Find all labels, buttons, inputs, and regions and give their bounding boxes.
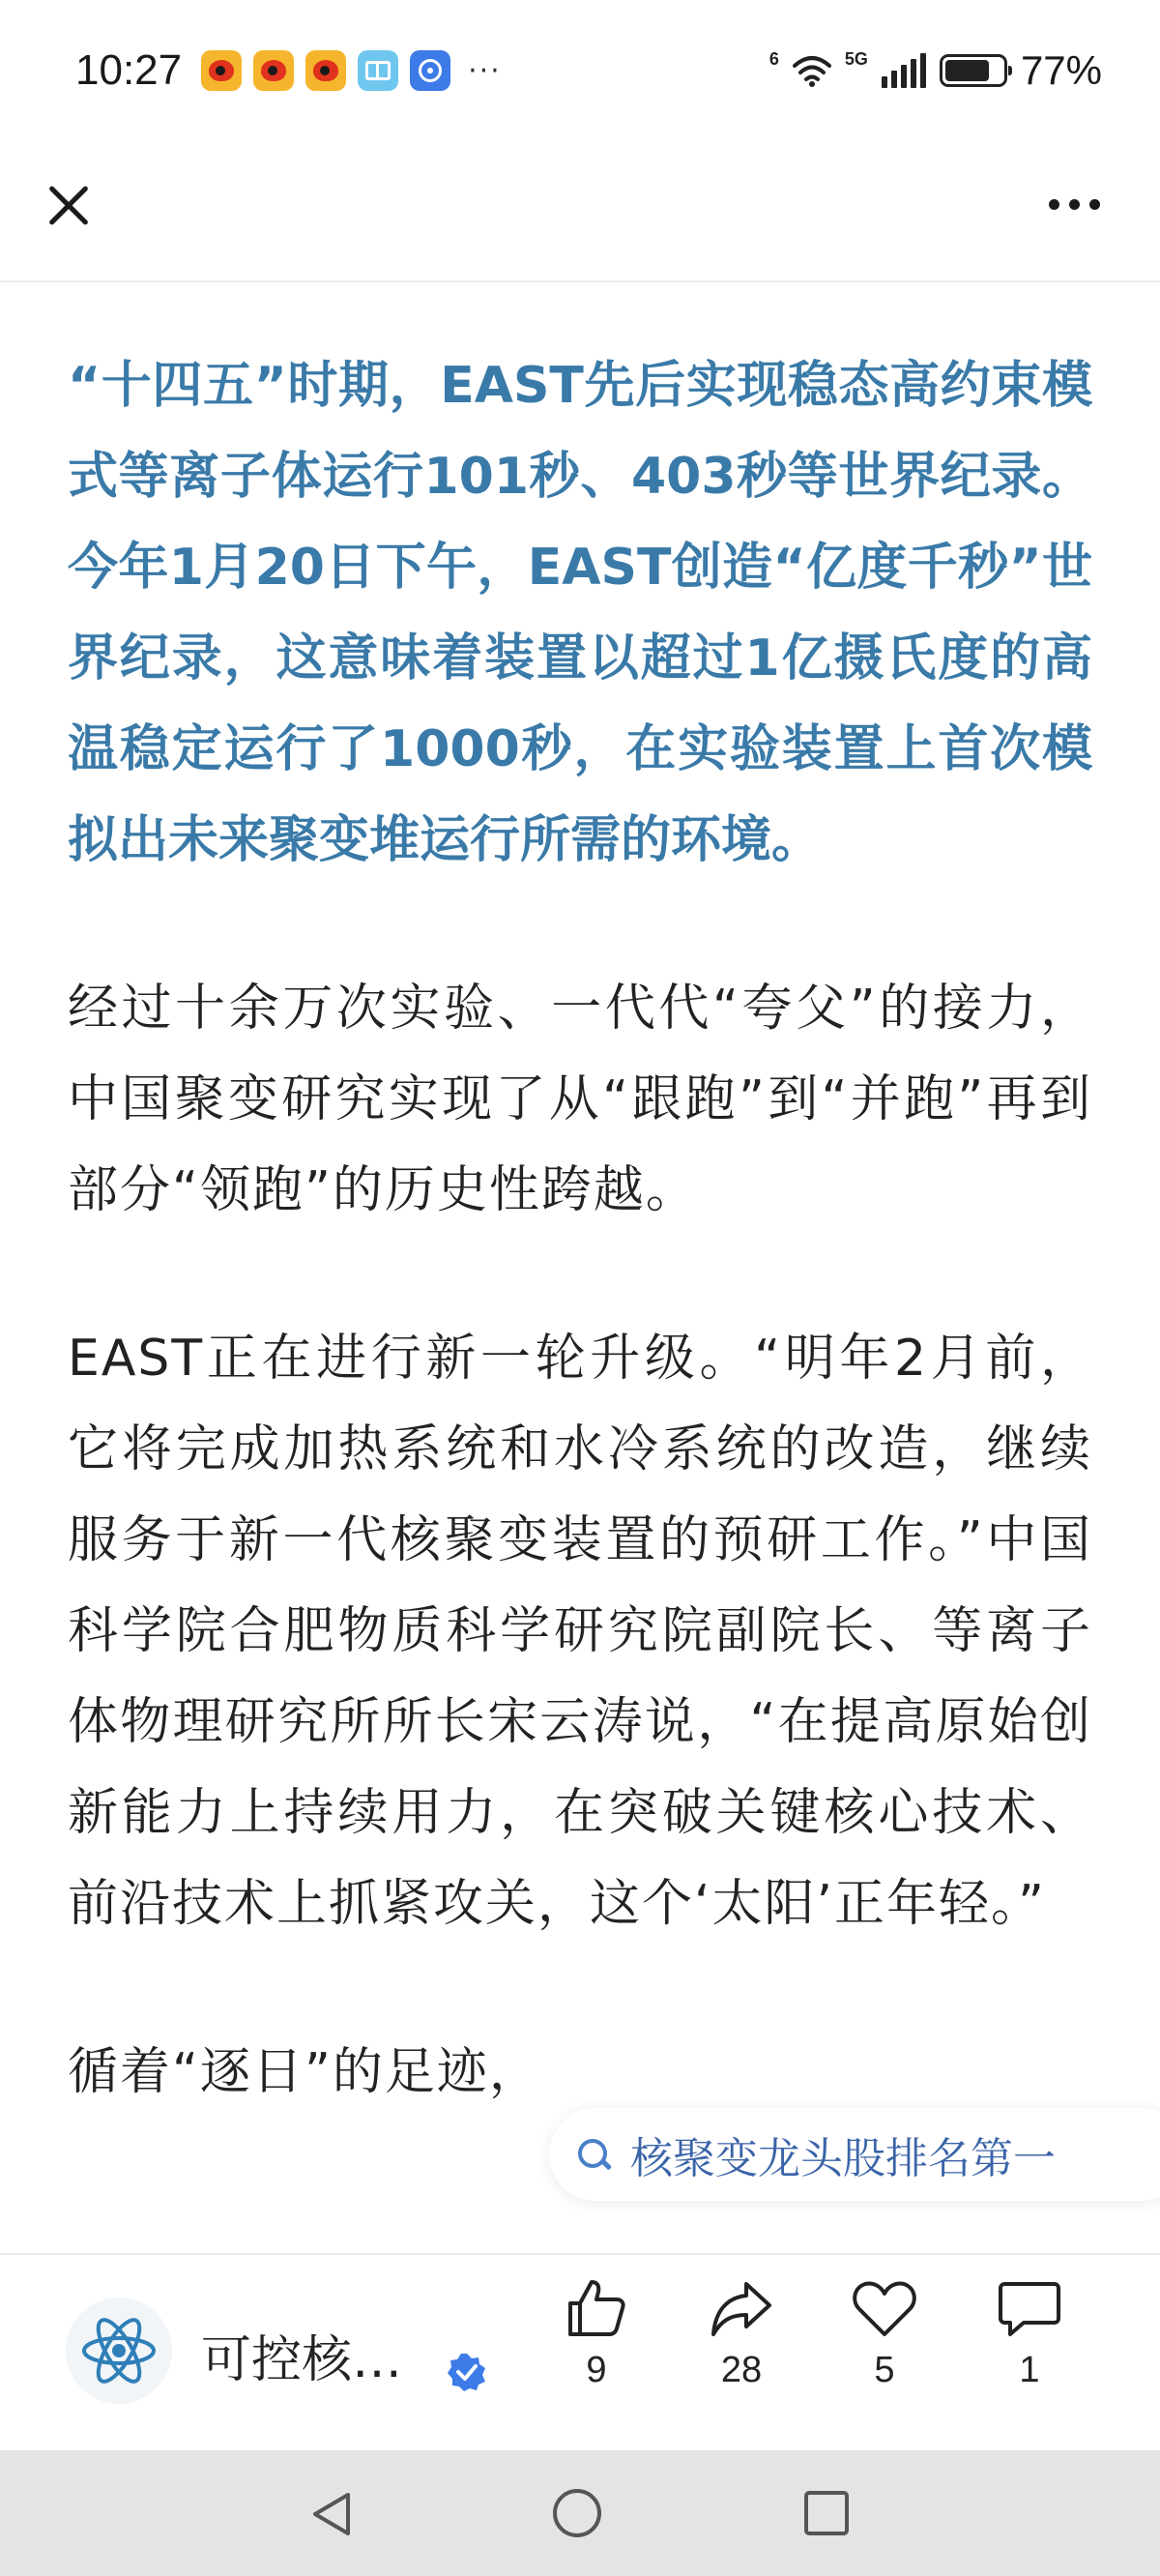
weibo-icon xyxy=(305,50,346,91)
comment-icon xyxy=(997,2276,1062,2340)
share-count: 28 xyxy=(720,2350,763,2390)
related-search-chip[interactable] xyxy=(549,2108,1160,2201)
wifi-label: 6 xyxy=(768,48,779,69)
battery-icon xyxy=(940,54,1007,87)
paragraph: 经过十余万次实验、一代代“夸父”的接力，中国聚变研究实现了从“跟跑”到“并跑”再到部分“领跑”的历史性跨越。 xyxy=(68,980,1092,1219)
wifi-signal-icon xyxy=(793,54,831,87)
back-icon[interactable] xyxy=(307,2489,358,2539)
wifi-app-icon xyxy=(410,50,450,91)
paragraph: EAST正在进行新一轮升级。“明年2月前，它将完成加热系统和水冷系统的改造，继续服务于新一代核聚变装置的预研工作。”中国科学院合肥物质科学研究院副院长、等离子体物理研究所所长宋云涛说，“在提高原始创新能力上持续用力，在突破关键核心技术、前沿技术上抓紧攻关，这个‘太阳’正年轻。” xyxy=(68,1330,1092,1933)
status-left xyxy=(75,46,502,95)
book-icon xyxy=(358,50,398,91)
nav-header xyxy=(0,141,1160,282)
share-icon xyxy=(710,2276,773,2340)
highlight-paragraph: “十四五”时期，EAST先后实现稳态高约束模式等离子体运行101秒、403秒等世界纪录。今年1月20日下午，EAST创造“亿度千秒”世界纪录，这意味着装置以超过1亿摄氏度的高温稳定运行了1000秒，在实验装置上首次模拟出未来聚变堆运行所需的环境。 xyxy=(68,357,1092,869)
recent-apps-icon[interactable] xyxy=(804,2491,849,2535)
author-name[interactable]: 可控核… xyxy=(201,2331,403,2389)
system-navigation-bar xyxy=(0,2450,1160,2576)
share-button[interactable] xyxy=(688,2276,795,2391)
paragraph: 循着“逐日”的足迹， xyxy=(68,2043,541,2101)
cell-signal-icon xyxy=(882,53,926,88)
like-count: 9 xyxy=(586,2350,607,2390)
comment-button[interactable] xyxy=(976,2276,1083,2391)
article-body xyxy=(68,340,1092,2195)
related-search-text: 核聚变龙头股排名第一 xyxy=(630,2134,1056,2183)
comment-count: 1 xyxy=(1019,2350,1040,2390)
favorite-count: 5 xyxy=(874,2350,895,2390)
status-bar xyxy=(0,0,1160,141)
home-icon[interactable] xyxy=(553,2489,601,2537)
status-right xyxy=(769,47,1102,94)
atom-icon xyxy=(78,2310,160,2391)
heart-icon xyxy=(852,2276,917,2340)
like-button[interactable] xyxy=(543,2276,650,2391)
more-icon[interactable] xyxy=(1049,199,1100,210)
battery-percent: 77% xyxy=(1020,47,1102,93)
thumbs-up-icon xyxy=(565,2276,628,2340)
status-time: 10:27 xyxy=(75,46,183,94)
search-icon xyxy=(576,2137,611,2172)
more-notifications-icon: ··· xyxy=(468,53,502,88)
favorite-button[interactable] xyxy=(831,2276,938,2391)
weibo-icon xyxy=(201,50,242,91)
weibo-icon xyxy=(253,50,294,91)
network-label: 5G xyxy=(844,48,868,69)
close-icon[interactable] xyxy=(39,176,97,234)
bottom-action-bar xyxy=(0,2253,1160,2450)
verified-icon xyxy=(447,2352,487,2392)
author-avatar[interactable] xyxy=(66,2298,172,2404)
battery-fill xyxy=(945,60,989,81)
